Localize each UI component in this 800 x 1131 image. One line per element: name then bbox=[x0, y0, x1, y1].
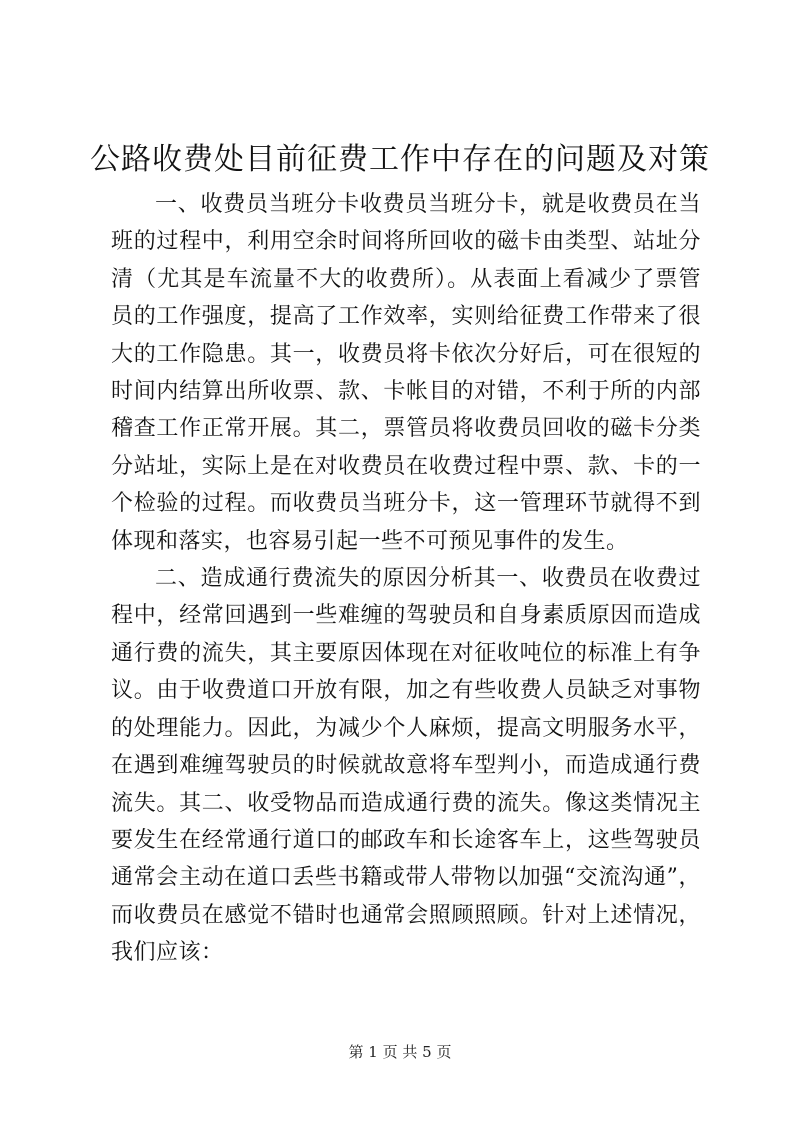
page-footer: 第 1 页 共 5 页 bbox=[348, 1043, 452, 1061]
document-body bbox=[111, 186, 701, 972]
paragraph-1: 一、收费员当班分卡收费员当班分卡，就是收费员在当班的过程中，利用空余时间将所回收的磁卡由类型、站址分清（尤其是车流量不大的收费所）。从表面上看减少了票管员的工作强度，提高了工作效率，实则给征费工作带来了很大的工作隐患。其一，收费员将卡依次分好后，可在很短的时间内结算出所收票、款、卡帐目的对错，不利于所的内部稽查工作正常开展。其二，票管员将收费员回收的磁卡分类分站址，实际上是在对收费员在收费过程中票、款、卡的一个检验的过程。而收费员当班分卡，这一管理环节就得不到体现和落实，也容易引起一些不可预见事件的发生。 bbox=[111, 192, 701, 554]
document-title: 公路收费处目前征费工作中存在的问题及对策 bbox=[90, 142, 710, 177]
paragraph-2: 二、造成通行费流失的原因分析其一、收费员在收费过程中，经常回遇到一些难缠的驾驶员和自身素质原因而造成通行费的流失，其主要原因体现在对征收吨位的标准上有争议。由于收费道口开放有限，加之有些收费人员缺乏对事物的处理能力。因此，为减少个人麻烦，提高文明服务水平，在遇到难缠驾驶员的时候就故意将车型判小，而造成通行费流失。其二、收受物品而造成通行费的流失。像这类情况主要发生在经常通行道口的邮政车和长途客车上，这些驾驶员通常会主动在道口丢些书籍或带人带物以加强“交流沟通”，而收费员在感觉不错时也通常会照顾照顾。针对上述情况，我们应该： bbox=[111, 566, 701, 966]
